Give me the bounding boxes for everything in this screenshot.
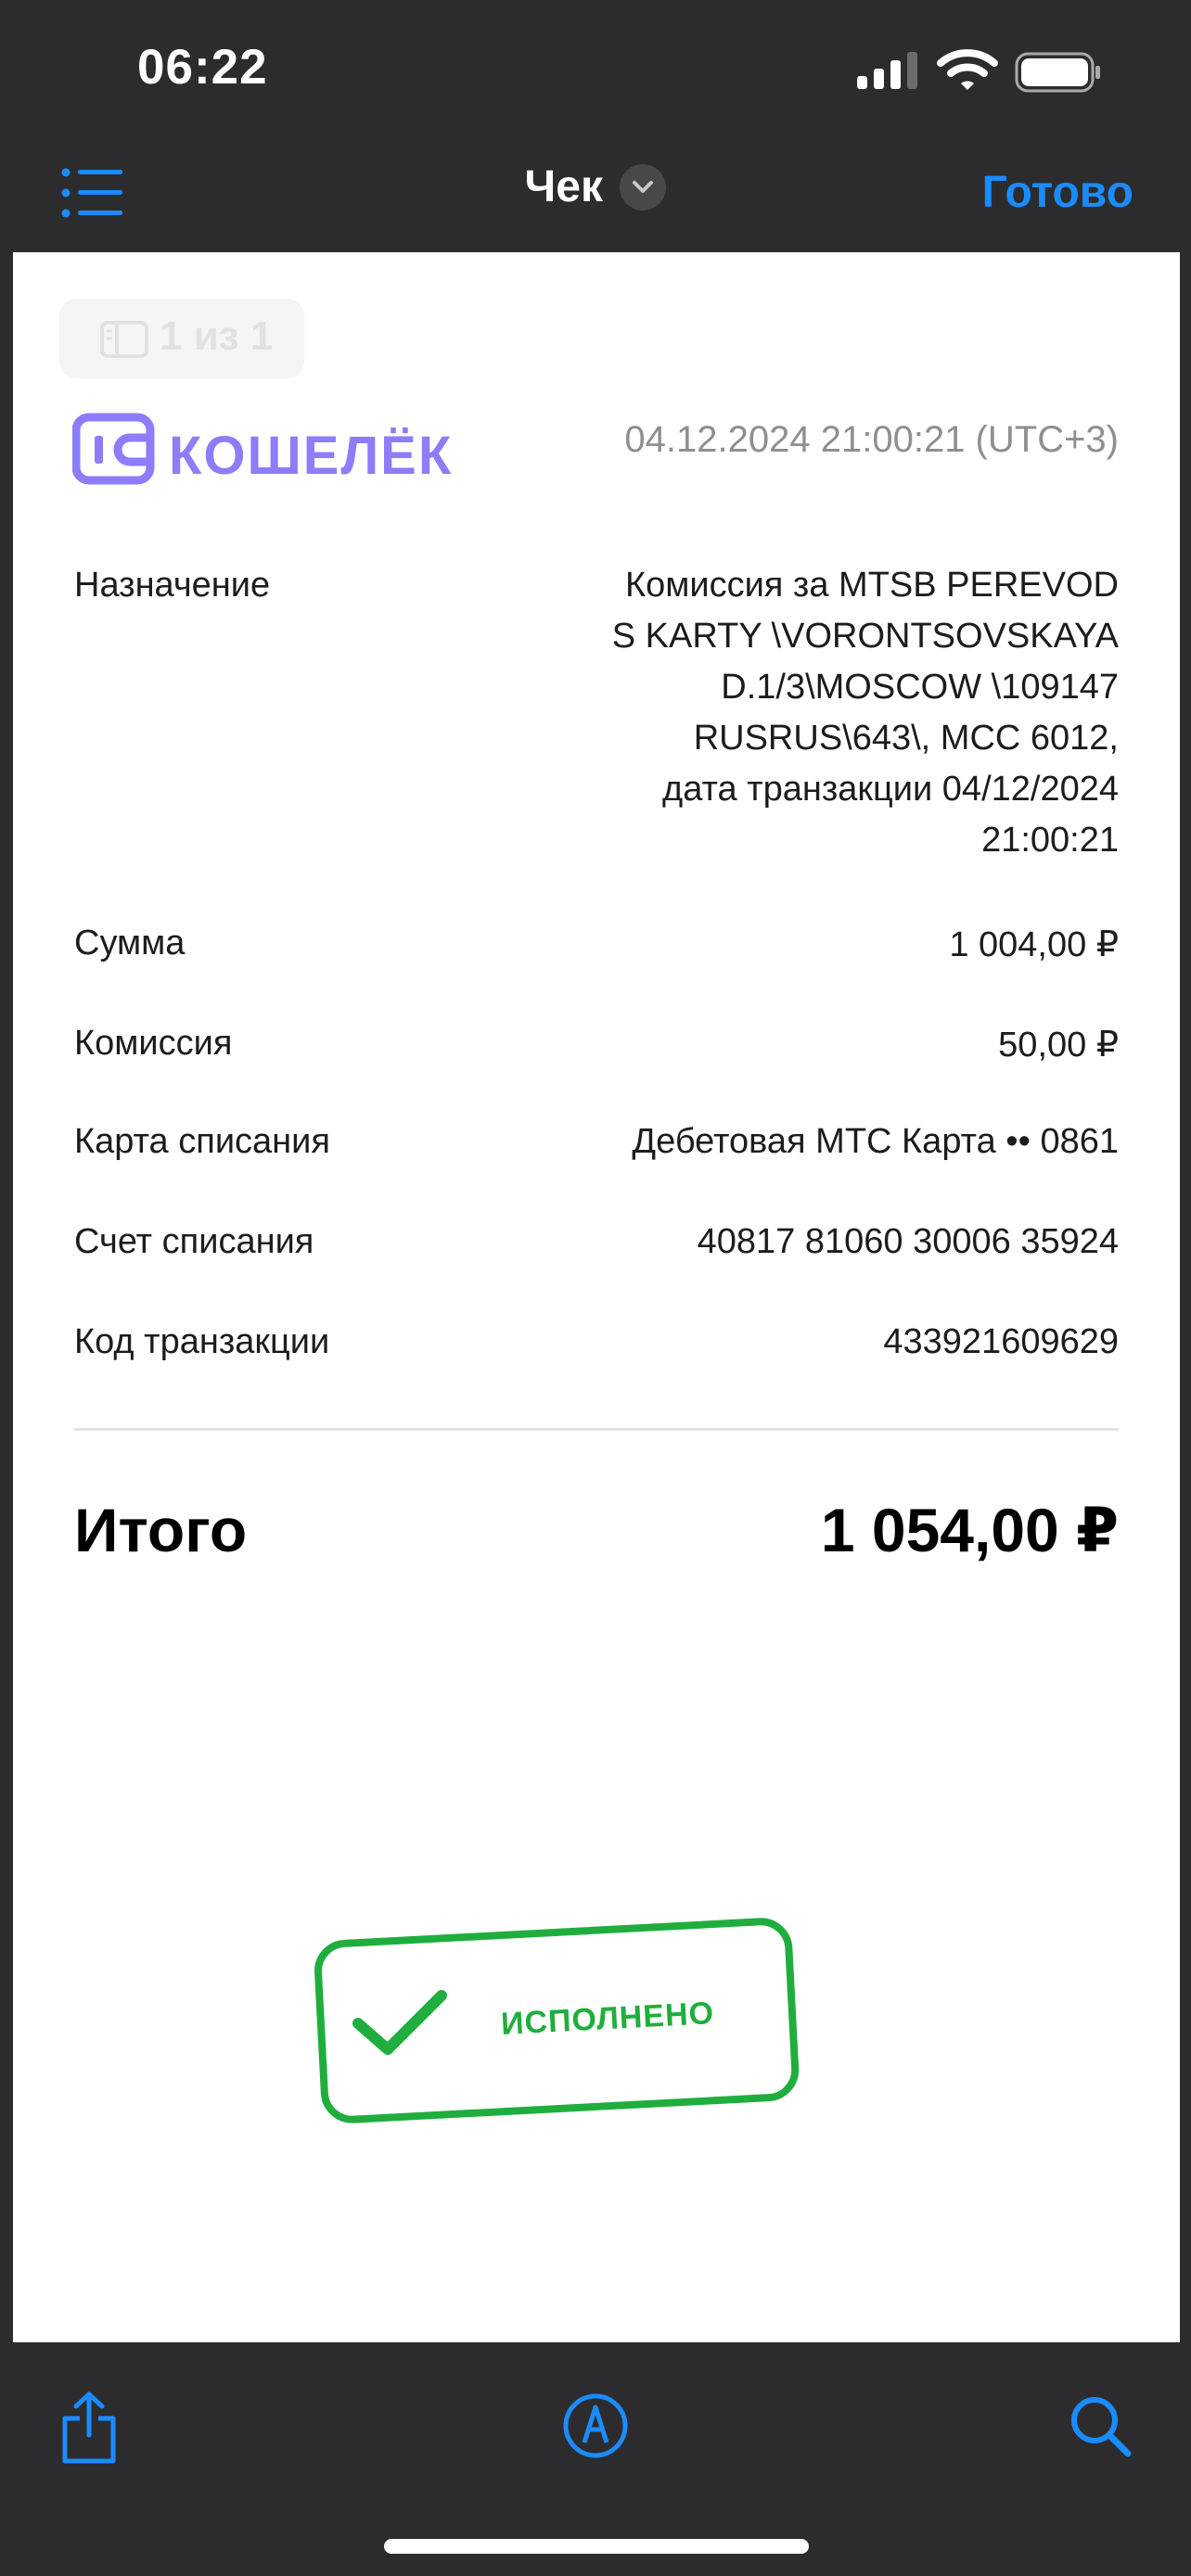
transaction-code-label: Код транзакции [74, 1322, 330, 1361]
commission-label: Комиссия [74, 1024, 233, 1063]
transaction-code-value: 433921609629 [883, 1322, 1119, 1361]
account-label: Счет списания [74, 1222, 314, 1261]
card-value: Дебетовая МТС Карта •• 0861 [632, 1122, 1119, 1161]
checkmark-icon [351, 1986, 453, 2060]
total-value: 1 054,00 ₽ [820, 1496, 1119, 1564]
card-label: Карта списания [74, 1122, 330, 1161]
status-bar [0, 0, 1191, 139]
wifi-icon [937, 48, 998, 91]
document-title[interactable]: Чек [524, 162, 603, 211]
page-indicator-text: 1 из 1 [160, 313, 274, 359]
search-icon[interactable] [1067, 2392, 1133, 2459]
purpose-line: Комиссия за MTSB PEREVOD [624, 566, 1119, 605]
home-indicator[interactable] [384, 2539, 809, 2554]
purpose-value [525, 560, 1119, 866]
commission-value: 50,00 ₽ [998, 1026, 1119, 1065]
status-time: 06:22 [137, 40, 268, 95]
amount-value: 1 004,00 ₽ [949, 925, 1119, 964]
amount-label: Сумма [74, 924, 186, 963]
markup-icon[interactable] [562, 2392, 629, 2459]
nav-bar [0, 139, 1191, 252]
sidebar-icon [100, 321, 148, 358]
share-icon[interactable] [58, 2391, 121, 2465]
cellular-signal-icon [857, 52, 918, 89]
purpose-label: Назначение [74, 566, 271, 605]
account-value: 40817 81060 30006 35924 [697, 1222, 1119, 1261]
purpose-line: 21:00:21 [981, 821, 1119, 860]
purpose-line: RUSRUS\643\, MCC 6012, [693, 719, 1119, 758]
brand-name: КОШЕЛЁК [169, 426, 454, 486]
purpose-line: S KARTY \VORONTSOVSKAYA [611, 617, 1119, 656]
receipt-document [13, 252, 1180, 2342]
total-label: Итого [74, 1496, 248, 1564]
bottom-toolbar [0, 2342, 1191, 2576]
purpose-line: дата транзакции 04/12/2024 [662, 770, 1119, 809]
receipt-datetime: 04.12.2024 21:00:21 (UTC+3) [624, 419, 1119, 460]
page-indicator [59, 299, 304, 378]
completed-stamp [306, 1912, 807, 2125]
stamp-text: ИСПОЛНЕНО [500, 1996, 715, 2042]
done-button[interactable]: Готово [981, 168, 1133, 217]
divider [74, 1428, 1119, 1431]
purpose-line: D.1/3\MOSCOW \109147 [721, 668, 1119, 707]
battery-icon [1015, 52, 1102, 93]
chevron-down-icon[interactable] [620, 164, 666, 210]
